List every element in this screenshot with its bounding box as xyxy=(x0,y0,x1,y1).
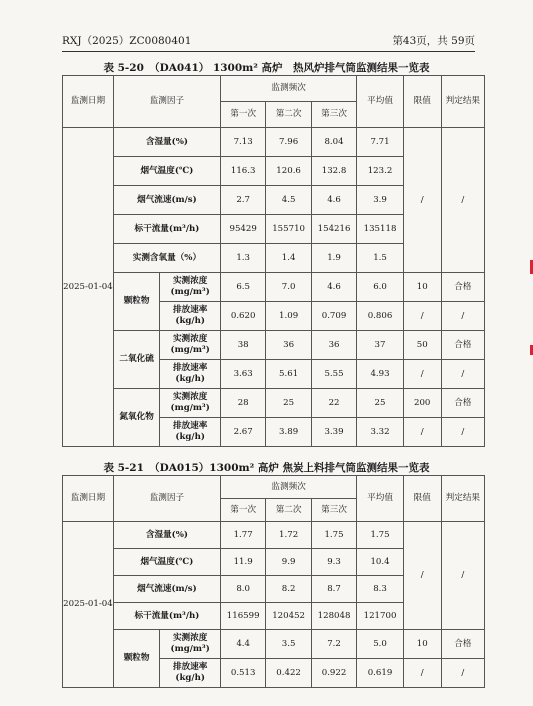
factor-label: 实测含氧量（%） xyxy=(113,244,220,273)
value-average: 4.93 xyxy=(357,360,404,389)
value-average: 25 xyxy=(357,389,404,418)
value-second: 7.96 xyxy=(266,128,311,157)
value-third: 22 xyxy=(311,389,356,418)
value-second: 7.0 xyxy=(266,273,311,302)
value-second: 0.422 xyxy=(266,659,311,688)
table-1 xyxy=(62,75,485,447)
value-third: 4.6 xyxy=(311,186,356,215)
value-third: 4.6 xyxy=(311,273,356,302)
judgement-value: 合格 xyxy=(441,331,484,360)
value-third: 154216 xyxy=(311,215,356,244)
factor-label: 实测浓度 (mg/m³) xyxy=(160,331,221,360)
monitoring-date: 2025-01-04 xyxy=(63,522,114,688)
factor-label: 排放速率 (kg/h) xyxy=(160,360,221,389)
value-first: 11.9 xyxy=(220,549,265,576)
factor-label: 烟气流速(m/s) xyxy=(113,186,220,215)
header-factor: 监测因子 xyxy=(113,476,220,522)
value-average: 1.5 xyxy=(357,244,404,273)
factor-label: 实测浓度 (mg/m³) xyxy=(160,389,221,418)
value-third: 5.55 xyxy=(311,360,356,389)
limit-value: 10 xyxy=(403,273,441,302)
factor-label: 烟气温度(℃) xyxy=(113,157,220,186)
value-average: 3.32 xyxy=(357,418,404,447)
value-first: 0.620 xyxy=(220,302,265,331)
value-average: 0.619 xyxy=(357,659,404,688)
value-second: 9.9 xyxy=(266,549,311,576)
value-second: 120.6 xyxy=(266,157,311,186)
value-first: 95429 xyxy=(220,215,265,244)
value-average: 3.9 xyxy=(357,186,404,215)
value-third: 8.7 xyxy=(311,576,356,603)
limit-value: 10 xyxy=(403,630,441,659)
header-date: 监测日期 xyxy=(63,76,114,128)
header-limit: 限值 xyxy=(403,76,441,128)
value-third: 132.8 xyxy=(311,157,356,186)
value-second: 8.2 xyxy=(266,576,311,603)
value-second: 5.61 xyxy=(266,360,311,389)
value-first: 4.4 xyxy=(220,630,265,659)
value-second: 120452 xyxy=(266,603,311,630)
value-average: 37 xyxy=(357,331,404,360)
value-second: 1.72 xyxy=(266,522,311,549)
judgement-value: 合格 xyxy=(441,630,484,659)
table-row xyxy=(63,389,485,418)
value-third: 8.04 xyxy=(311,128,356,157)
value-average: 121700 xyxy=(357,603,404,630)
pollutant-name: 颗粒物 xyxy=(113,273,160,331)
factor-label: 实测浓度 (mg/m³) xyxy=(160,630,221,659)
header-frequency: 监测频次 xyxy=(220,476,356,499)
pollutant-name: 二氧化硫 xyxy=(113,331,160,389)
limit-value: 200 xyxy=(403,389,441,418)
header-date: 监测日期 xyxy=(63,476,114,522)
value-third: 1.9 xyxy=(311,244,356,273)
value-first: 2.7 xyxy=(220,186,265,215)
pollutant-name: 颗粒物 xyxy=(113,630,160,688)
table-1-caption: 表 5-20 （DA041） 1300m² 高炉 热风炉排气筒监测结果一览表 xyxy=(103,62,430,74)
table-row xyxy=(63,476,485,499)
value-average: 7.71 xyxy=(357,128,404,157)
value-average: 10.4 xyxy=(357,549,404,576)
value-second: 25 xyxy=(266,389,311,418)
value-first: 7.13 xyxy=(220,128,265,157)
judgement-value: 合格 xyxy=(441,273,484,302)
value-first: 116.3 xyxy=(220,157,265,186)
value-first: 3.63 xyxy=(220,360,265,389)
factor-label: 排放速率 (kg/h) xyxy=(160,302,221,331)
value-third: 7.2 xyxy=(311,630,356,659)
monitoring-date: 2025-01-04 xyxy=(63,128,114,447)
judgement-value: / xyxy=(441,522,484,630)
judgement-value: / xyxy=(441,360,484,389)
value-third: 1.75 xyxy=(311,522,356,549)
factor-label: 含湿量(%) xyxy=(113,522,220,549)
factor-label: 烟气温度(℃) xyxy=(113,549,220,576)
factor-label: 标干流量(m³/h) xyxy=(113,603,220,630)
value-second: 1.4 xyxy=(266,244,311,273)
header-second: 第二次 xyxy=(266,499,311,522)
header-first: 第一次 xyxy=(220,102,265,128)
limit-value: / xyxy=(403,418,441,447)
value-average: 135118 xyxy=(357,215,404,244)
judgement-value: / xyxy=(441,418,484,447)
value-first: 8.0 xyxy=(220,576,265,603)
value-first: 38 xyxy=(220,331,265,360)
value-third: 0.922 xyxy=(311,659,356,688)
value-first: 1.77 xyxy=(220,522,265,549)
table-2-caption: 表 5-21 （DA015）1300m² 高炉 焦炭上料排气筒监测结果一览表 xyxy=(103,462,430,474)
value-first: 0.513 xyxy=(220,659,265,688)
limit-value: / xyxy=(403,302,441,331)
page-header xyxy=(62,33,475,52)
value-third: 0.709 xyxy=(311,302,356,331)
value-average: 5.0 xyxy=(357,630,404,659)
value-second: 3.5 xyxy=(266,630,311,659)
header-frequency: 监测频次 xyxy=(220,76,356,102)
table-row xyxy=(63,331,485,360)
judgement-value: / xyxy=(441,128,484,273)
page-number: 第43页，共 59页 xyxy=(392,35,475,47)
header-average: 平均值 xyxy=(357,476,404,522)
table-row xyxy=(63,522,485,549)
value-average: 1.75 xyxy=(357,522,404,549)
value-second: 4.5 xyxy=(266,186,311,215)
value-third: 9.3 xyxy=(311,549,356,576)
header-judgement: 判定结果 xyxy=(441,476,484,522)
value-first: 2.67 xyxy=(220,418,265,447)
header-second: 第二次 xyxy=(266,102,311,128)
factor-label: 烟气流速(m/s) xyxy=(113,576,220,603)
table-2 xyxy=(62,475,485,688)
value-third: 128048 xyxy=(311,603,356,630)
value-second: 155710 xyxy=(266,215,311,244)
header-limit: 限值 xyxy=(403,476,441,522)
value-average: 6.0 xyxy=(357,273,404,302)
table-row xyxy=(63,128,485,157)
table-row xyxy=(63,273,485,302)
value-first: 6.5 xyxy=(220,273,265,302)
factor-label: 标干流量(m³/h) xyxy=(113,215,220,244)
header-third: 第三次 xyxy=(311,499,356,522)
factor-label: 含湿量(%) xyxy=(113,128,220,157)
table-row xyxy=(63,76,485,102)
value-first: 28 xyxy=(220,389,265,418)
header-third: 第三次 xyxy=(311,102,356,128)
limit-value: / xyxy=(403,360,441,389)
factor-label: 实测浓度 (mg/m³) xyxy=(160,273,221,302)
table-row xyxy=(63,630,485,659)
judgement-value: 合格 xyxy=(441,389,484,418)
judgement-value: / xyxy=(441,659,484,688)
judgement-value: / xyxy=(441,302,484,331)
limit-value: / xyxy=(403,659,441,688)
document-number: RXJ（2025）ZC0080401 xyxy=(62,35,192,47)
limit-value: / xyxy=(403,522,441,630)
header-judgement: 判定结果 xyxy=(441,76,484,128)
limit-value: / xyxy=(403,128,441,273)
factor-label: 排放速率 (kg/h) xyxy=(160,418,221,447)
value-third: 3.39 xyxy=(311,418,356,447)
value-second: 36 xyxy=(266,331,311,360)
header-average: 平均值 xyxy=(357,76,404,128)
value-second: 3.89 xyxy=(266,418,311,447)
factor-label: 排放速率 (kg/h) xyxy=(160,659,221,688)
header-factor: 监测因子 xyxy=(113,76,220,128)
limit-value: 50 xyxy=(403,331,441,360)
value-third: 36 xyxy=(311,331,356,360)
value-average: 8.3 xyxy=(357,576,404,603)
value-average: 123.2 xyxy=(357,157,404,186)
value-average: 0.806 xyxy=(357,302,404,331)
value-second: 1.09 xyxy=(266,302,311,331)
value-first: 116599 xyxy=(220,603,265,630)
pollutant-name: 氮氧化物 xyxy=(113,389,160,447)
value-first: 1.3 xyxy=(220,244,265,273)
header-first: 第一次 xyxy=(220,499,265,522)
